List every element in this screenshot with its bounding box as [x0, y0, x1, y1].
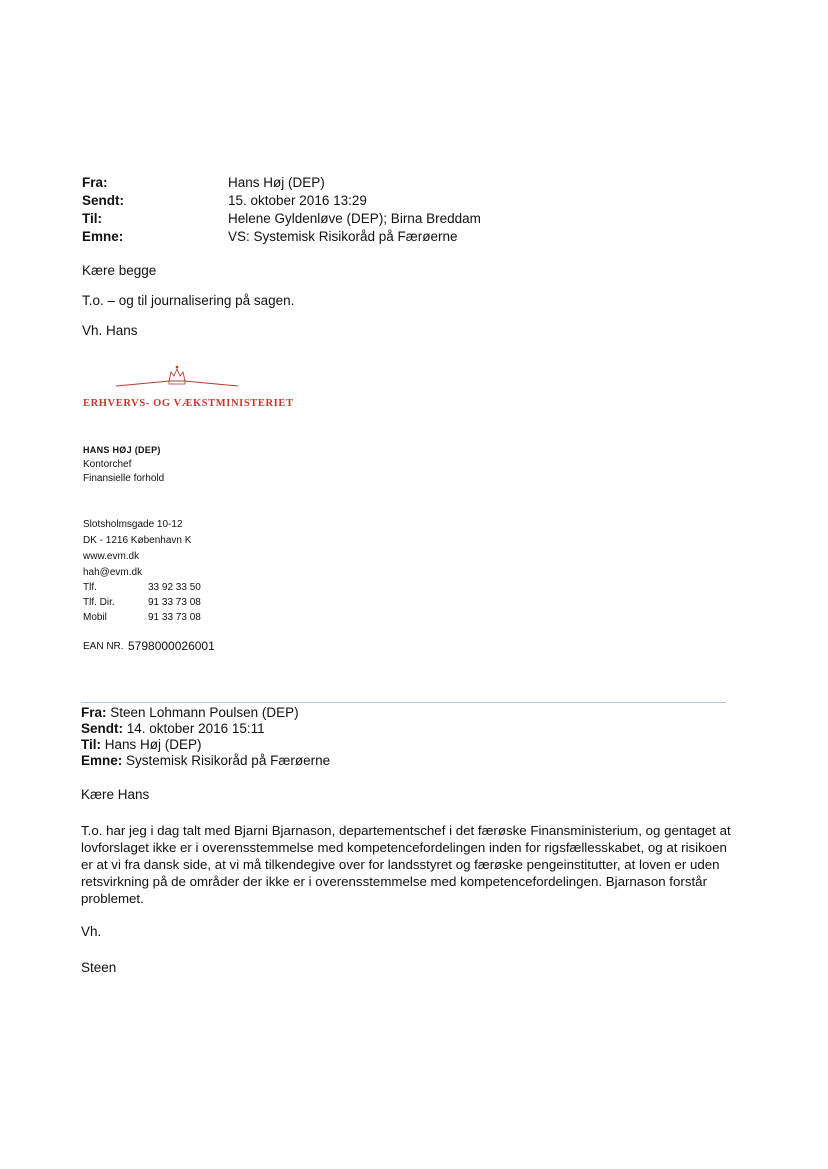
phone-label: Tlf.	[83, 582, 97, 593]
forwarded-from	[81, 705, 299, 720]
header-label-from: Fra:	[82, 175, 108, 190]
forwarded-sent	[81, 721, 265, 736]
address-line-1: Slotsholmsgade 10-12	[83, 519, 183, 530]
header-label-sent: Sendt:	[82, 193, 124, 208]
divider	[81, 702, 726, 703]
phone-direct-label: Tlf. Dir.	[83, 597, 115, 608]
forwarded-sender: Steen	[81, 960, 117, 975]
paragraph-line: retsvirkning på de områder der ikke er i overensstemmelse med kompetencefordelingen. Bjarnason forstår	[81, 874, 707, 889]
paragraph-line: problemet.	[81, 891, 144, 906]
forwarded-from-label: Fra:	[81, 705, 107, 720]
header-value-subject: VS: Systemisk Risikoråd på Færøerne	[228, 229, 458, 244]
forwarded-to	[81, 737, 202, 752]
header-value-to: Helene Gyldenløve (DEP); Birna Breddam	[228, 211, 481, 226]
address-line-2: DK - 1216 København K	[83, 535, 192, 546]
ministry-name: ERHVERVS- OG VÆKSTMINISTERIET	[83, 398, 294, 409]
ean-label: EAN NR.	[83, 641, 124, 652]
mobile-label: Mobil	[83, 612, 107, 623]
forwarded-to-label: Til:	[81, 737, 101, 752]
paragraph-line: lovforslaget ikke er i overensstemmelse med kompetencefordelingen inden for rigsfællesskabet, og at risikoen	[81, 840, 727, 855]
forwarded-to-value: Hans Høj (DEP)	[104, 737, 202, 752]
greeting: Kære begge	[82, 263, 157, 278]
ean-value: 5798000026001	[128, 639, 215, 653]
website-link[interactable]: www.evm.dk	[83, 551, 140, 562]
phone-value: 33 92 33 50	[148, 582, 201, 593]
closing: Vh. Hans	[82, 323, 138, 338]
header-value-from: Hans Høj (DEP)	[228, 175, 325, 190]
phone-direct-value: 91 33 73 08	[148, 597, 201, 608]
header-label-to: Til:	[82, 211, 102, 226]
paragraph-line: er at vi fra dansk side, at vi må tilkendegive over for landsstyret og færøske pengeinstitutter, at loven er uden	[81, 857, 720, 872]
header-label-subject: Emne:	[82, 229, 124, 244]
email-link[interactable]: hah@evm.dk	[83, 567, 143, 578]
crown-icon	[112, 364, 242, 394]
header-value-sent: 15. oktober 2016 13:29	[228, 193, 367, 208]
body-line: T.o. – og til journalisering på sagen.	[82, 293, 295, 308]
forwarded-closing: Vh.	[81, 924, 102, 939]
signature-title: Kontorchef	[83, 459, 132, 470]
forwarded-sent-label: Sendt:	[81, 721, 123, 736]
forwarded-subject-label: Emne:	[81, 753, 123, 768]
mobile-value: 91 33 73 08	[148, 612, 201, 623]
forwarded-subject-value: Systemisk Risikoråd på Færøerne	[126, 753, 331, 768]
forwarded-sent-value: 14. oktober 2016 15:11	[126, 721, 265, 736]
signature-department: Finansielle forhold	[83, 473, 165, 484]
forwarded-paragraph	[81, 822, 741, 907]
forwarded-subject	[81, 753, 330, 768]
paragraph-line: T.o. har jeg i dag talt med Bjarni Bjarnason, departementschef i det færøske Finansministerium, og gentaget at	[81, 823, 731, 838]
signature-name: HANS HØJ (DEP)	[83, 445, 161, 455]
forwarded-greeting: Kære Hans	[81, 787, 150, 802]
forwarded-from-value: Steen Lohmann Poulsen (DEP)	[110, 705, 299, 720]
